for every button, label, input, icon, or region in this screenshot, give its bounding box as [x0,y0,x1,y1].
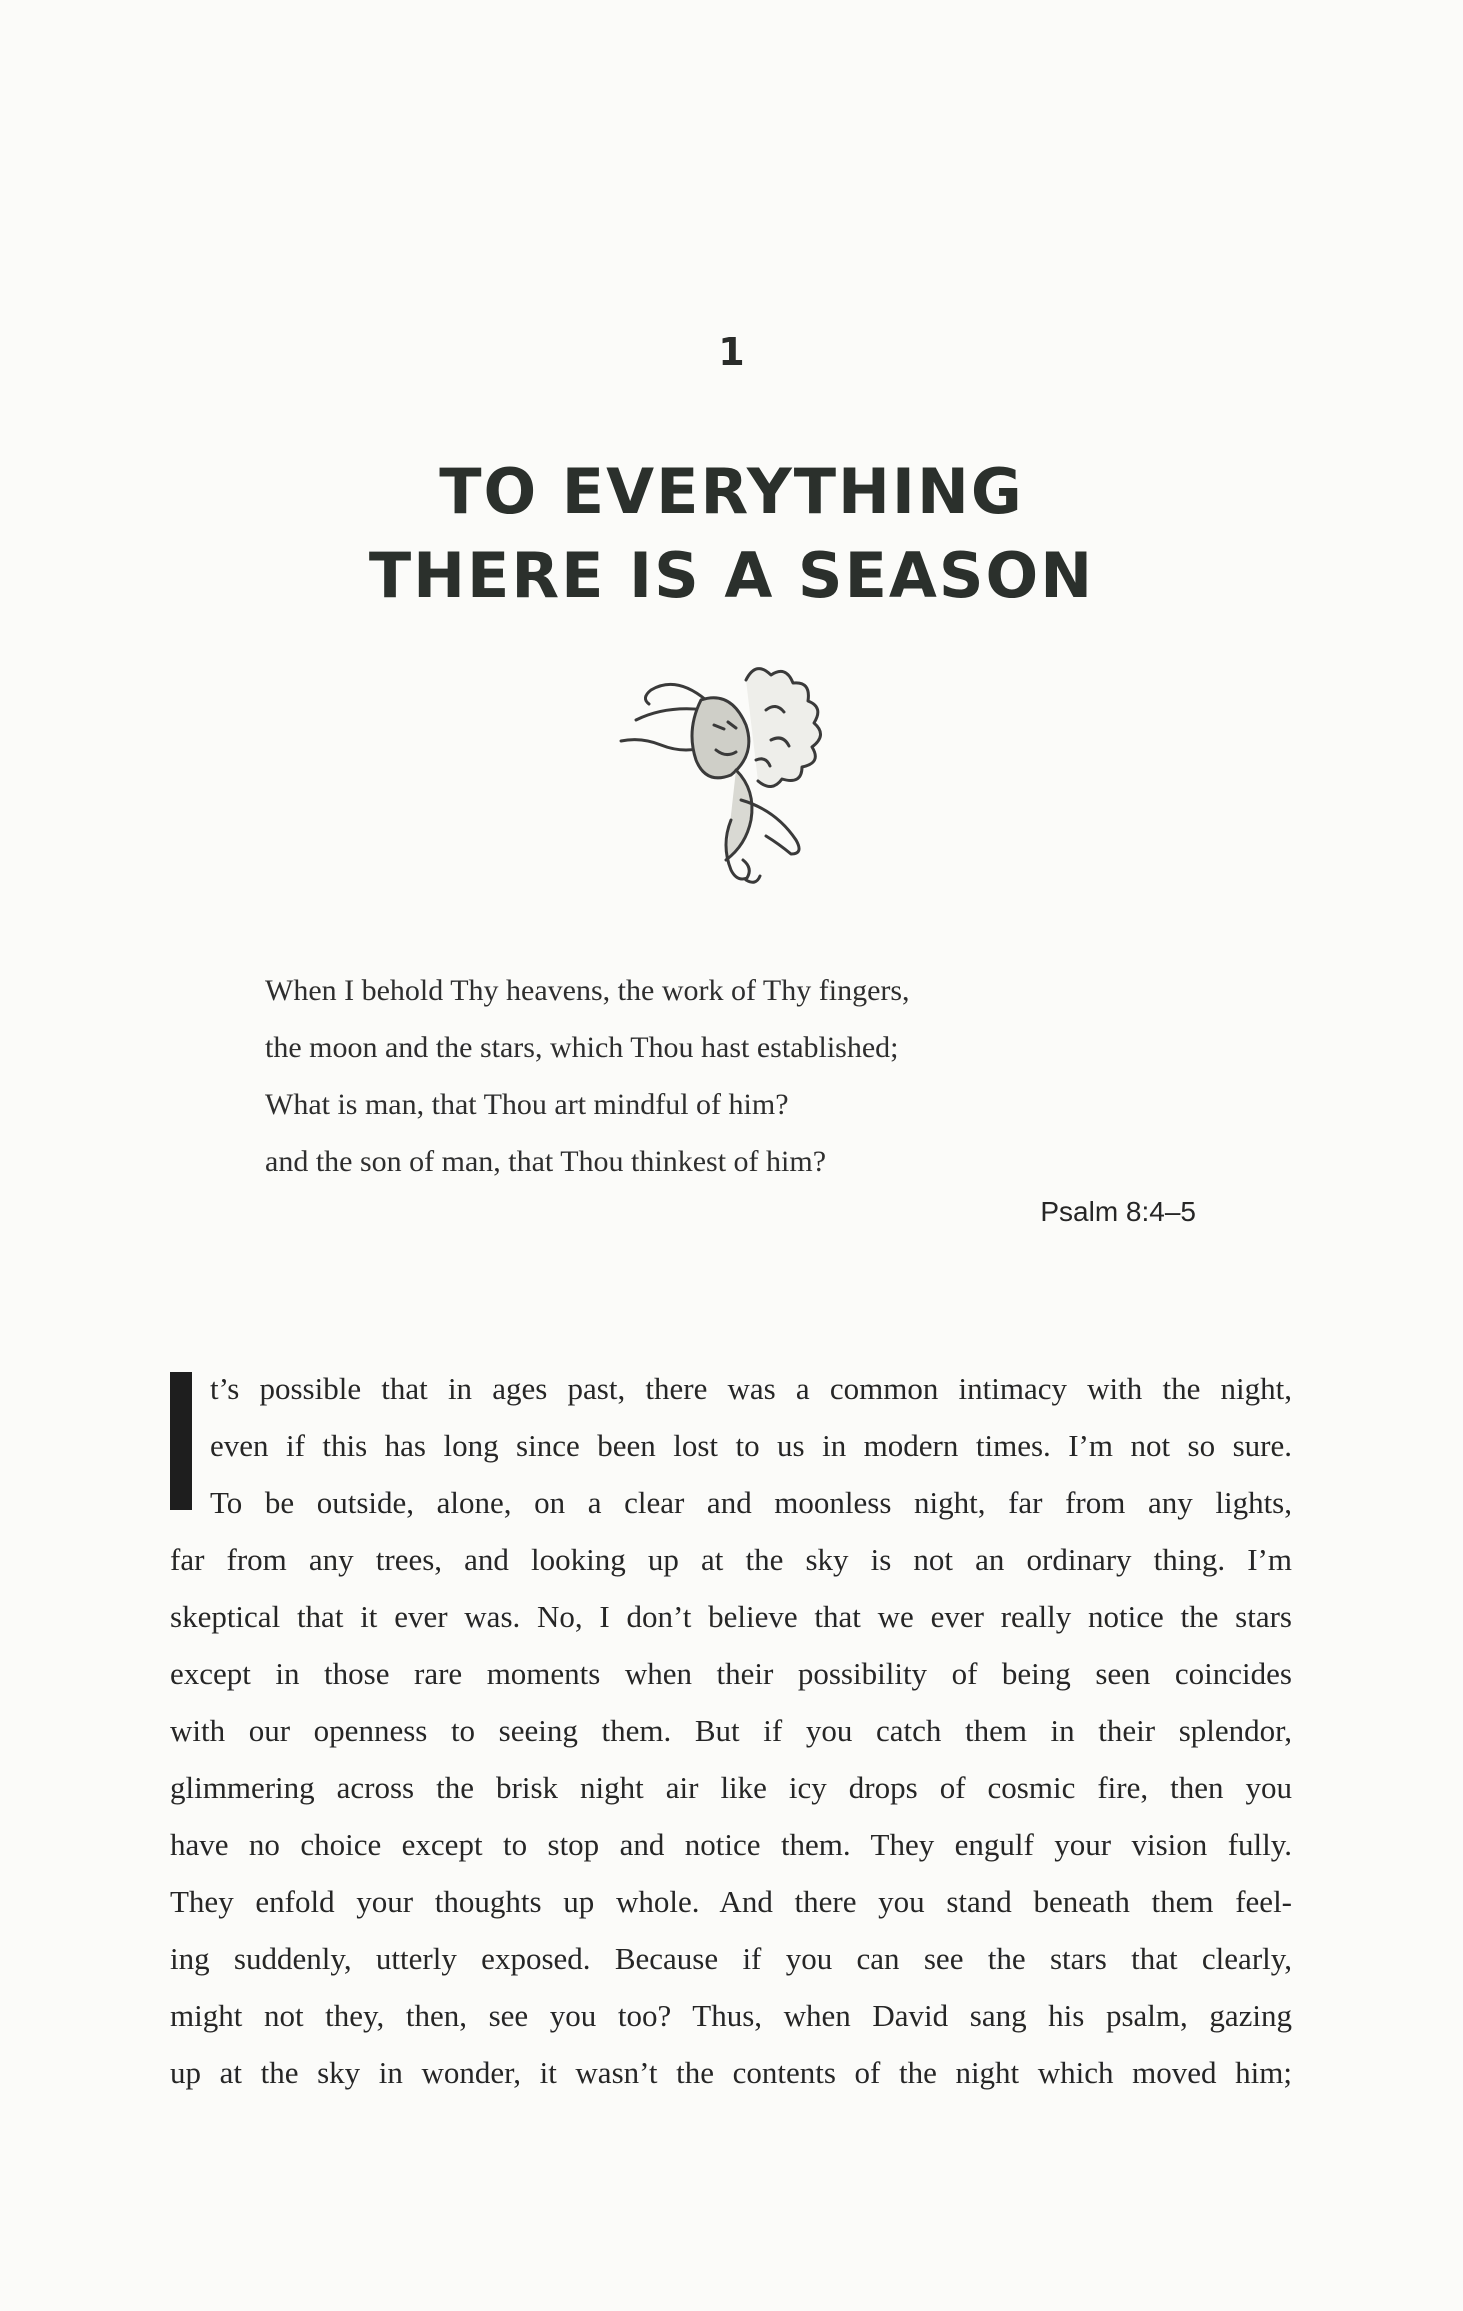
body-paragraph [170,1360,1292,2101]
body-line: glimmering across the brisk night air like icy drops of cosmic fire, then you [170,1770,1292,1805]
epigraph [265,962,1165,1190]
body-line: up at the sky in wonder, it wasn’t the contents of the night which moved him; [170,2055,1292,2090]
body-line: except in those rare moments when their possibility of being seen coincides [170,1656,1292,1691]
epigraph-line: and the son of man, that Thou thinkest of him? [265,1145,827,1178]
body-line: have no choice except to stop and notice them. They engulf your vision fully. [170,1827,1292,1862]
epigraph-line: What is man, that Thou art mindful of him? [265,1088,789,1121]
body-line: far from any trees, and looking up at the sky is not an ordinary thing. I’m [170,1542,1292,1577]
epigraph-line: the moon and the stars, which Thou hast established; [265,1031,899,1064]
body-line: even if this has long since been lost to us in modern times. I’m not so sure. [210,1428,1292,1463]
chapter-number: 1 [718,330,745,374]
epigraph-attribution: Psalm 8:4–5 [1040,1196,1196,1227]
body-line: might not they, then, see you too? Thus, when David sang his psalm, gazing [170,1998,1292,2033]
body-line: ing suddenly, utterly exposed. Because if you can see the stars that clearly, [170,1941,1292,1976]
body-line: with our openness to seeing them. But if you catch them in their splendor, [170,1713,1292,1748]
body-line: To be outside, alone, on a clear and moonless night, far from any lights, [210,1485,1292,1520]
epigraph-line: When I behold Thy heavens, the work of Thy fingers, [265,974,910,1007]
body-line: t’s possible that in ages past, there was a common intimacy with the night, [210,1371,1292,1406]
fallen-angel-illustration-icon [596,650,866,900]
body-line: They enfold your thoughts up whole. And there you stand beneath them feel- [170,1884,1292,1919]
chapter-title-line-1: TO EVERYTHING [439,455,1024,528]
body-line: skeptical that it ever was. No, I don’t believe that we ever really notice the stars [170,1599,1292,1634]
chapter-title [0,450,1463,618]
chapter-title-line-2: THERE IS A SEASON [368,539,1095,612]
